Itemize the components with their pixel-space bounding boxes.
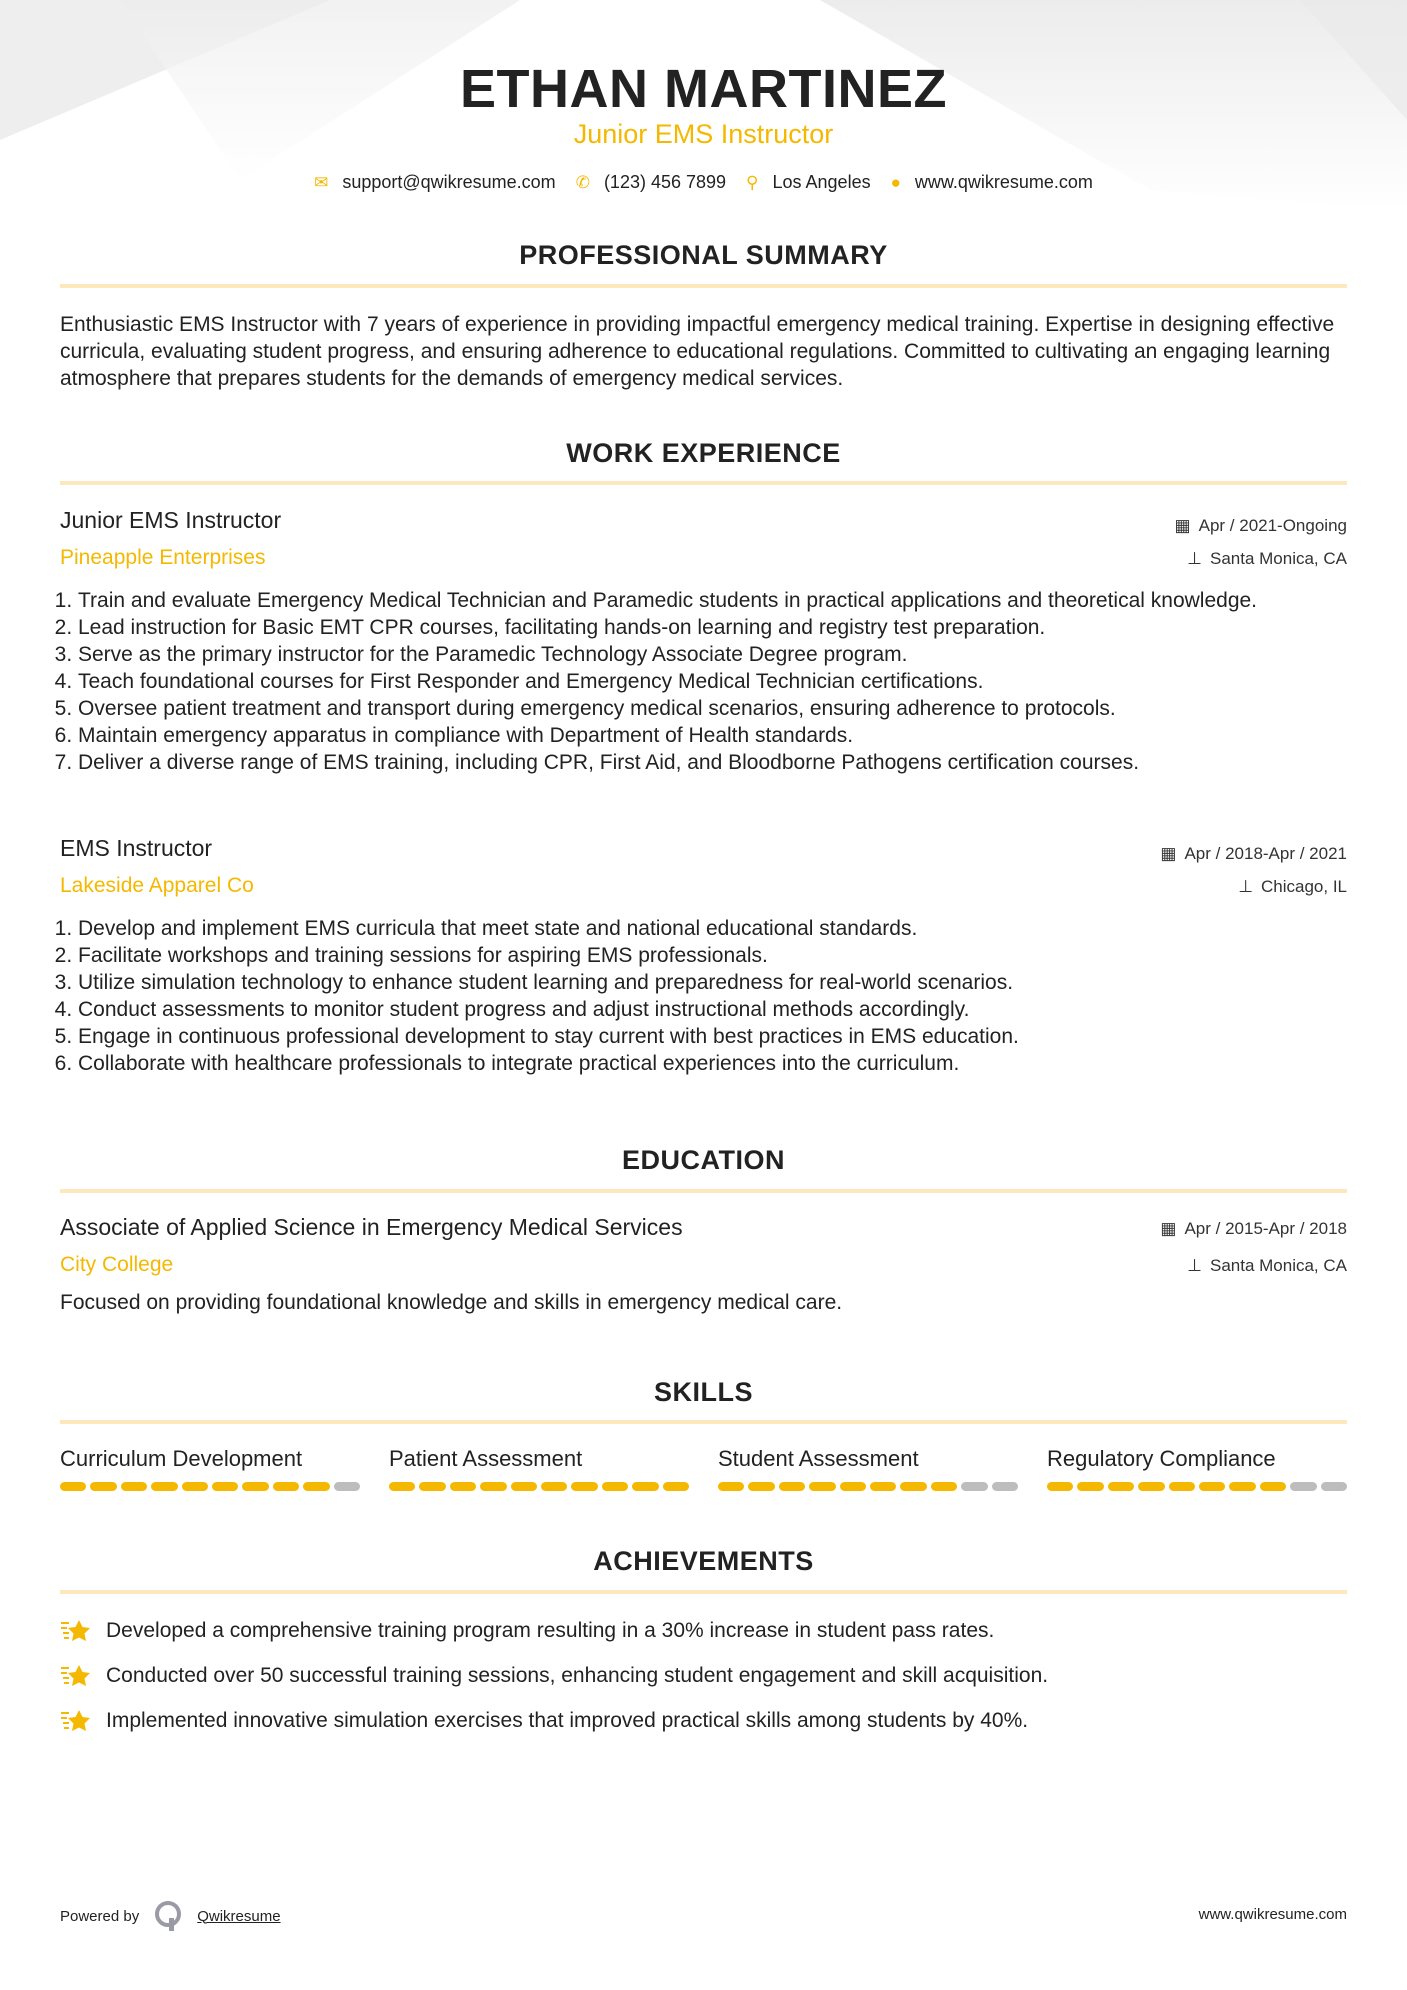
list-item: 3. Serve as the primary instructor for the Paramedic Technology Associate Degree program. (78, 641, 1350, 668)
skill-segment-filled (1199, 1482, 1225, 1491)
achievement-text: Conducted over 50 successful training sessions, enhancing student engagement and skill acquisition. (106, 1664, 1049, 1687)
skill-segment-filled (450, 1482, 476, 1491)
skill-segment-filled (242, 1482, 268, 1491)
skill-segment-filled (212, 1482, 238, 1491)
candidate-title: Junior EMS Instructor (573, 119, 834, 149)
skill-segment-filled (90, 1482, 116, 1491)
education-dates-text: Apr / 2015-Apr / 2018 (1184, 1219, 1347, 1238)
star-icon (60, 1707, 92, 1735)
calendar-icon: ▦ (1160, 844, 1177, 863)
list-item: 2. Lead instruction for Basic EMT CPR courses, facilitating hands-on learning and registry test preparation. (78, 614, 1350, 641)
section-divider (60, 284, 1347, 288)
section-divider (60, 481, 1347, 485)
skill-segment-filled (511, 1482, 537, 1491)
contact-email[interactable]: support@qwikresume.com (342, 172, 556, 192)
skill-segment-filled (1108, 1482, 1134, 1491)
skill-segment-filled (779, 1482, 805, 1491)
skill-segment-filled (900, 1482, 926, 1491)
skill-segment-filled (419, 1482, 445, 1491)
phone-icon: ✆ (575, 172, 590, 192)
job-title: Junior EMS Instructor (60, 507, 282, 533)
job-location (1187, 549, 1347, 569)
education-description: Focused on providing foundational knowledge and skills in emergency medical care. (60, 1291, 843, 1314)
skill-segment-filled (541, 1482, 567, 1491)
skill-level-bar (60, 1482, 360, 1491)
qwikresume-logo-icon (153, 1900, 185, 1932)
skill-level-bar (1047, 1482, 1347, 1491)
skill-segment-filled (273, 1482, 299, 1491)
pin-icon: ⊥ (1187, 549, 1202, 568)
skill-segment-filled (1260, 1482, 1286, 1491)
skill-segment-filled (121, 1482, 147, 1491)
skill-segment-filled (1077, 1482, 1103, 1491)
brand-link[interactable]: Qwikresume (197, 1907, 281, 1925)
education-location-text: Santa Monica, CA (1209, 1256, 1347, 1275)
section-divider (60, 1189, 1347, 1193)
skill-segment-filled (663, 1482, 689, 1491)
section-heading-skills: SKILLS (653, 1377, 753, 1407)
powered-by-label: Powered by (60, 1907, 140, 1925)
skill-segment-empty (1290, 1482, 1316, 1491)
skill-segment-filled (389, 1482, 415, 1491)
skill-segment-filled (151, 1482, 177, 1491)
list-item: 2. Facilitate workshops and training sessions for aspiring EMS professionals. (78, 942, 1350, 969)
job-company: Pineapple Enterprises (60, 546, 266, 569)
skill-segment-filled (1229, 1482, 1255, 1491)
skill-level-bar (389, 1482, 689, 1491)
skill-segment-empty (992, 1482, 1018, 1491)
job-company: Lakeside Apparel Co (60, 874, 254, 897)
skill-name: Curriculum Development (60, 1446, 303, 1471)
degree-title: Associate of Applied Science in Emergency Medical Services (60, 1214, 683, 1240)
star-icon (60, 1617, 92, 1645)
section-heading-achievements: ACHIEVEMENTS (593, 1546, 814, 1576)
calendar-icon: ▦ (1160, 1219, 1177, 1238)
contact-location: Los Angeles (772, 172, 871, 192)
skill-segment-filled (571, 1482, 597, 1491)
job-dates (1160, 844, 1347, 864)
skill-segment-filled (1138, 1482, 1164, 1491)
list-item: 6. Collaborate with healthcare professionals to integrate practical experiences into the curriculum. (78, 1050, 1350, 1077)
achievement-item (60, 1707, 1028, 1735)
skill-item (1047, 1446, 1347, 1491)
calendar-icon: ▦ (1174, 516, 1191, 535)
list-item: 5. Oversee patient treatment and transport during emergency medical scenarios, ensuring adherence to protocols. (78, 695, 1350, 722)
summary-text: Enthusiastic EMS Instructor with 7 years of experience in providing impactful emergency medical training. Expertise in designing effective curricula, evaluating student progress, and ensuring adherence to educational regulations. Committed to cultivating an engaging learning atmosphere that prepares students for the demands of emergency medical services. (60, 313, 1335, 390)
skill-segment-filled (303, 1482, 329, 1491)
section-heading-work: WORK EXPERIENCE (566, 438, 841, 468)
school-name: City College (60, 1253, 174, 1276)
list-item: 1. Train and evaluate Emergency Medical Technician and Paramedic students in practical applications and theoretical knowledge. (78, 587, 1350, 614)
list-item: 5. Engage in continuous professional development to stay current with best practices in EMS education. (78, 1023, 1350, 1050)
education-location (1187, 1256, 1347, 1276)
footer-website[interactable]: www.qwikresume.com (1198, 1906, 1347, 1923)
envelope-icon: ✉ (314, 172, 329, 192)
skill-name: Student Assessment (718, 1446, 919, 1471)
pin-icon: ⊥ (1238, 877, 1253, 896)
job-location-text: Chicago, IL (1261, 877, 1347, 896)
skill-level-bar (718, 1482, 1018, 1491)
skill-name: Patient Assessment (389, 1446, 583, 1471)
star-icon (60, 1662, 92, 1690)
achievement-text: Developed a comprehensive training program resulting in a 30% increase in student pass rates. (106, 1619, 995, 1642)
skill-item (718, 1446, 1018, 1491)
candidate-name: ETHAN MARTINEZ (460, 59, 947, 119)
job-location (1238, 877, 1347, 897)
skill-segment-filled (602, 1482, 628, 1491)
skills-list (60, 1446, 1347, 1491)
achievement-item (60, 1617, 994, 1645)
contact-website[interactable]: www.qwikresume.com (914, 172, 1093, 192)
skill-segment-filled (840, 1482, 866, 1491)
contact-phone: (123) 456 7899 (603, 172, 727, 192)
list-item: 4. Conduct assessments to monitor student progress and adjust instructional methods accordingly. (78, 996, 1350, 1023)
section-divider (60, 1590, 1347, 1594)
footer-powered (60, 1900, 281, 1932)
achievement-text: Implemented innovative simulation exercises that improved practical skills among students by 40%. (106, 1709, 1029, 1732)
education-dates (1160, 1219, 1347, 1239)
list-item: 6. Maintain emergency apparatus in compliance with Department of Health standards. (78, 722, 1350, 749)
skill-segment-filled (931, 1482, 957, 1491)
job-title: EMS Instructor (60, 835, 213, 861)
skill-segment-filled (870, 1482, 896, 1491)
section-heading-education: EDUCATION (622, 1145, 785, 1175)
skill-segment-empty (334, 1482, 360, 1491)
list-item: 4. Teach foundational courses for First Responder and Emergency Medical Technician certifications. (78, 668, 1350, 695)
skill-segment-filled (809, 1482, 835, 1491)
job-bullets (60, 915, 1350, 1077)
list-item: 1. Develop and implement EMS curricula that meet state and national educational standards. (78, 915, 1350, 942)
skill-segment-filled (1169, 1482, 1195, 1491)
skill-item (60, 1446, 360, 1491)
skill-segment-filled (182, 1482, 208, 1491)
job-location-text: Santa Monica, CA (1209, 549, 1347, 568)
contact-bar (0, 172, 1407, 193)
skill-segment-empty (961, 1482, 987, 1491)
section-divider (60, 1420, 1347, 1424)
skill-segment-empty (1321, 1482, 1347, 1491)
job-dates (1175, 516, 1347, 536)
skill-segment-filled (718, 1482, 744, 1491)
pin-icon: ⊥ (1187, 1256, 1202, 1275)
list-item: 3. Utilize simulation technology to enhance student learning and preparedness for real-world scenarios. (78, 969, 1350, 996)
skill-segment-filled (748, 1482, 774, 1491)
job-dates-text: Apr / 2021-Ongoing (1198, 516, 1347, 535)
section-heading-summary: PROFESSIONAL SUMMARY (519, 240, 888, 270)
globe-icon: ● (890, 172, 901, 192)
map-pin-icon: ⚲ (746, 172, 759, 192)
skill-item (389, 1446, 689, 1491)
skill-segment-filled (632, 1482, 658, 1491)
skill-segment-filled (1047, 1482, 1073, 1491)
job-dates-text: Apr / 2018-Apr / 2021 (1184, 844, 1347, 863)
skill-segment-filled (480, 1482, 506, 1491)
job-bullets (60, 587, 1350, 776)
skill-name: Regulatory Compliance (1047, 1446, 1276, 1471)
list-item: 7. Deliver a diverse range of EMS training, including CPR, First Aid, and Bloodborne Pathogens certification courses. (78, 749, 1350, 776)
skill-segment-filled (60, 1482, 86, 1491)
achievement-item (60, 1662, 1048, 1690)
